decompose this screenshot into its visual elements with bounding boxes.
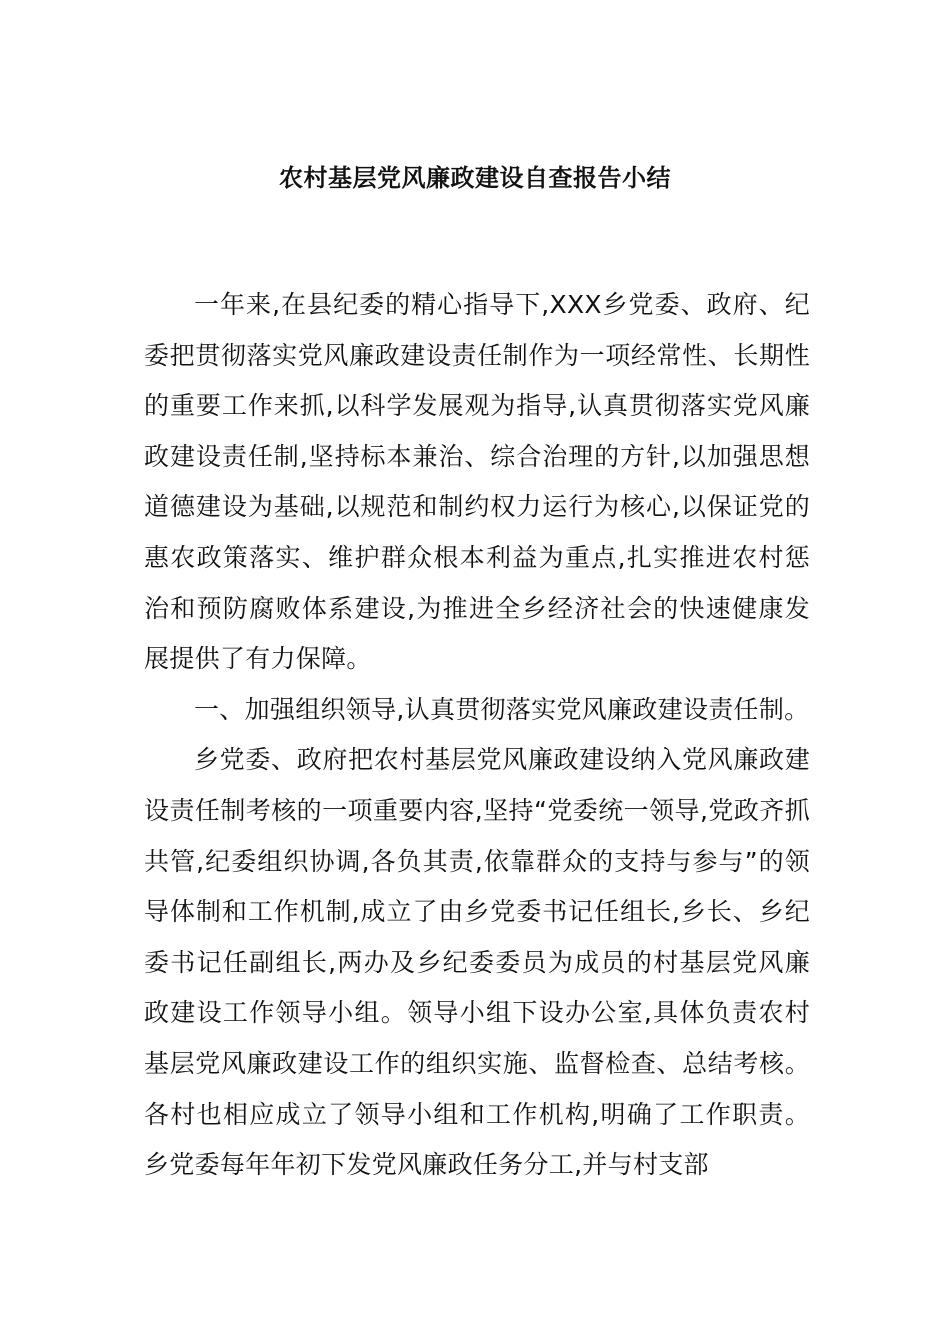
section-heading-1: 一、加强组织领导,认真贯彻落实党风廉政建设责任制。 xyxy=(194,694,810,724)
document-title: 农村基层党风廉政建设自查报告小结 xyxy=(279,164,671,192)
paragraph-intro: 一年来,在县纪委的精心指导下,XXX乡党委、政府、纪委把贯彻落实党风廉政建设责任制作为一项经常性、长期性的重要工作来抓,以科学发展观为指导,认真贯彻落实党风廉政建设责任制,坚持标本兼治、综合治理的方针,以加强思想道德建设为基础,以规范和制约权力运行为核心,以保证党的惠农政策落实、维护群众根本利益为重点,扎实推进农村惩治和预防腐败体系建设,为推进全乡经济社会的快速健康发展提供了有力保障。 xyxy=(144,290,810,674)
paragraph-section-1: 乡党委、政府把农村基层党风廉政建设纳入党风廉政建设责任制考核的一项重要内容,坚持“党委统一领导,党政齐抓共管,纪委组织协调,各负其责,依靠群众的支持与参与”的领导体制和工作机制,成立了由乡党委书记任组长,乡长、乡纪委书记任副组长,两办及乡纪委委员为成员的村基层党风廉政建设工作领导小组。领导小组下设办公室,具体负责农村基层党风廉政建设工作的组织实施、监督检查、总结考核。各村也相应成立了领导小组和工作机构,明确了工作职责。乡党委每年年初下发党风廉政任务分工,并与村支部 xyxy=(144,745,810,1180)
document-body xyxy=(144,280,810,1191)
